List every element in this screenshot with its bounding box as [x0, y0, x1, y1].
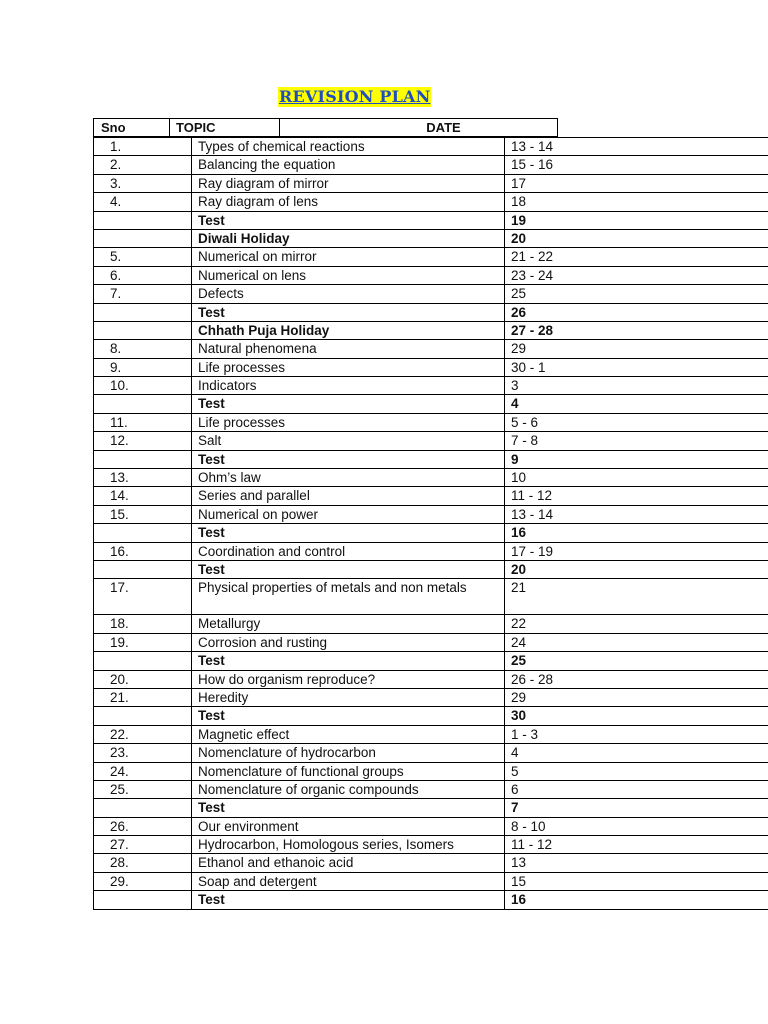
table-row	[94, 248, 768, 266]
table-row	[94, 836, 768, 854]
cell-topic: Diwali Holiday	[192, 229, 505, 247]
cell-sno: 23.	[94, 744, 192, 762]
table-row	[94, 762, 768, 780]
cell-topic: Indicators	[192, 377, 505, 395]
cell-sno: 15.	[94, 505, 192, 523]
cell-sno	[94, 450, 192, 468]
header-sno: Sno	[94, 119, 170, 136]
table-row	[94, 487, 768, 505]
table-row	[94, 799, 768, 817]
cell-date: 17	[505, 174, 768, 192]
table-header	[93, 118, 558, 137]
cell-topic: Nomenclature of functional groups	[192, 762, 505, 780]
table-row	[94, 725, 768, 743]
cell-topic: Nomenclature of organic compounds	[192, 780, 505, 798]
cell-date: 16	[505, 524, 768, 542]
cell-date: 4	[505, 744, 768, 762]
table-row	[94, 303, 768, 321]
cell-date: 30 - 1	[505, 358, 768, 376]
cell-date: 21	[505, 579, 768, 615]
cell-sno	[94, 321, 192, 339]
cell-sno: 25.	[94, 780, 192, 798]
table-row	[94, 450, 768, 468]
cell-sno: 13.	[94, 469, 192, 487]
cell-date: 15 - 16	[505, 156, 768, 174]
cell-date: 3	[505, 377, 768, 395]
cell-topic: Series and parallel	[192, 487, 505, 505]
cell-topic: Ray diagram of lens	[192, 193, 505, 211]
cell-sno: 29.	[94, 872, 192, 890]
cell-date: 16	[505, 891, 768, 909]
cell-date: 15	[505, 872, 768, 890]
cell-sno	[94, 560, 192, 578]
cell-topic: Nomenclature of hydrocarbon	[192, 744, 505, 762]
cell-topic: Life processes	[192, 358, 505, 376]
cell-sno	[94, 524, 192, 542]
cell-date: 20	[505, 229, 768, 247]
cell-sno: 10.	[94, 377, 192, 395]
cell-date: 30	[505, 707, 768, 725]
cell-sno: 4.	[94, 193, 192, 211]
cell-sno	[94, 395, 192, 413]
cell-date: 20	[505, 560, 768, 578]
table-row	[94, 469, 768, 487]
cell-topic: Test	[192, 450, 505, 468]
table-row	[94, 266, 768, 284]
cell-topic: Numerical on mirror	[192, 248, 505, 266]
cell-sno: 12.	[94, 432, 192, 450]
cell-date: 29	[505, 340, 768, 358]
cell-date: 1 - 3	[505, 725, 768, 743]
cell-date: 7 - 8	[505, 432, 768, 450]
cell-sno: 18.	[94, 615, 192, 633]
revision-plan-table	[93, 137, 768, 910]
table-row	[94, 395, 768, 413]
cell-date: 11 - 12	[505, 487, 768, 505]
cell-sno: 24.	[94, 762, 192, 780]
cell-sno	[94, 891, 192, 909]
table-row	[94, 542, 768, 560]
cell-sno	[94, 303, 192, 321]
cell-date: 26 - 28	[505, 670, 768, 688]
cell-topic: Metallurgy	[192, 615, 505, 633]
table-row	[94, 817, 768, 835]
cell-topic: Chhath Puja Holiday	[192, 321, 505, 339]
cell-topic: Test	[192, 560, 505, 578]
cell-topic: Salt	[192, 432, 505, 450]
cell-sno: 14.	[94, 487, 192, 505]
cell-sno: 20.	[94, 670, 192, 688]
cell-sno: 22.	[94, 725, 192, 743]
cell-topic: Balancing the equation	[192, 156, 505, 174]
cell-sno	[94, 229, 192, 247]
table-row	[94, 211, 768, 229]
table-body	[94, 138, 768, 910]
cell-topic: Test	[192, 799, 505, 817]
table-row	[94, 872, 768, 890]
table-row	[94, 432, 768, 450]
cell-topic: Coordination and control	[192, 542, 505, 560]
table-row	[94, 707, 768, 725]
cell-sno: 27.	[94, 836, 192, 854]
table-row	[94, 285, 768, 303]
table-row	[94, 174, 768, 192]
cell-sno	[94, 211, 192, 229]
cell-date: 10	[505, 469, 768, 487]
table-row	[94, 652, 768, 670]
cell-topic: Test	[192, 891, 505, 909]
cell-topic: Defects	[192, 285, 505, 303]
cell-date: 29	[505, 688, 768, 706]
table-row	[94, 633, 768, 651]
table-row	[94, 670, 768, 688]
cell-topic: Hydrocarbon, Homologous series, Isomers	[192, 836, 505, 854]
cell-sno: 17.	[94, 579, 192, 615]
table-row	[94, 524, 768, 542]
cell-date: 23 - 24	[505, 266, 768, 284]
cell-date: 25	[505, 285, 768, 303]
cell-date: 9	[505, 450, 768, 468]
cell-topic: Test	[192, 707, 505, 725]
cell-sno: 2.	[94, 156, 192, 174]
cell-topic: Ray diagram of mirror	[192, 174, 505, 192]
table-row	[94, 780, 768, 798]
cell-date: 22	[505, 615, 768, 633]
table-row	[94, 891, 768, 909]
cell-topic: Test	[192, 652, 505, 670]
table-row	[94, 377, 768, 395]
cell-date: 26	[505, 303, 768, 321]
header-topic: TOPIC	[170, 119, 280, 136]
cell-date: 5 - 6	[505, 413, 768, 431]
cell-date: 19	[505, 211, 768, 229]
cell-topic: Test	[192, 524, 505, 542]
cell-date: 5	[505, 762, 768, 780]
table-row	[94, 321, 768, 339]
cell-sno: 11.	[94, 413, 192, 431]
table-row	[94, 688, 768, 706]
cell-topic: Physical properties of metals and non metals	[192, 579, 505, 615]
cell-date: 21 - 22	[505, 248, 768, 266]
cell-date: 4	[505, 395, 768, 413]
cell-date: 11 - 12	[505, 836, 768, 854]
table-row	[94, 579, 768, 615]
cell-date: 8 - 10	[505, 817, 768, 835]
cell-date: 18	[505, 193, 768, 211]
cell-sno: 8.	[94, 340, 192, 358]
table-row	[94, 560, 768, 578]
cell-topic: Test	[192, 211, 505, 229]
cell-date: 13 - 14	[505, 138, 768, 156]
cell-topic: Natural phenomena	[192, 340, 505, 358]
header-date: DATE	[426, 120, 461, 135]
cell-topic: Test	[192, 395, 505, 413]
cell-sno: 16.	[94, 542, 192, 560]
table-row	[94, 615, 768, 633]
cell-sno	[94, 799, 192, 817]
cell-topic: Types of chemical reactions	[192, 138, 505, 156]
cell-sno: 19.	[94, 633, 192, 651]
table-row	[94, 854, 768, 872]
cell-sno: 28.	[94, 854, 192, 872]
cell-sno: 3.	[94, 174, 192, 192]
cell-topic: Numerical on lens	[192, 266, 505, 284]
page-title: REVISION PLAN	[279, 87, 431, 106]
cell-sno: 21.	[94, 688, 192, 706]
cell-topic: Test	[192, 303, 505, 321]
table-row	[94, 138, 768, 156]
cell-topic: Soap and detergent	[192, 872, 505, 890]
cell-date: 24	[505, 633, 768, 651]
table-row	[94, 413, 768, 431]
cell-sno: 5.	[94, 248, 192, 266]
cell-topic: Ethanol and ethanoic acid	[192, 854, 505, 872]
table-row	[94, 340, 768, 358]
table-row	[94, 744, 768, 762]
cell-date: 27 - 28	[505, 321, 768, 339]
cell-topic: Corrosion and rusting	[192, 633, 505, 651]
table-row	[94, 193, 768, 211]
cell-date: 6	[505, 780, 768, 798]
cell-sno: 1.	[94, 138, 192, 156]
cell-sno: 9.	[94, 358, 192, 376]
cell-date: 25	[505, 652, 768, 670]
cell-topic: Magnetic effect	[192, 725, 505, 743]
cell-topic: Ohm’s law	[192, 469, 505, 487]
table-row	[94, 156, 768, 174]
table-row	[94, 505, 768, 523]
cell-date: 17 - 19	[505, 542, 768, 560]
cell-topic: How do organism reproduce?	[192, 670, 505, 688]
cell-topic: Our environment	[192, 817, 505, 835]
cell-date: 13 - 14	[505, 505, 768, 523]
cell-topic: Numerical on power	[192, 505, 505, 523]
cell-topic: Heredity	[192, 688, 505, 706]
table-row	[94, 229, 768, 247]
cell-date: 7	[505, 799, 768, 817]
cell-sno: 26.	[94, 817, 192, 835]
cell-date: 13	[505, 854, 768, 872]
cell-sno: 6.	[94, 266, 192, 284]
cell-sno	[94, 652, 192, 670]
table-row	[94, 358, 768, 376]
cell-sno: 7.	[94, 285, 192, 303]
cell-topic: Life processes	[192, 413, 505, 431]
cell-sno	[94, 707, 192, 725]
